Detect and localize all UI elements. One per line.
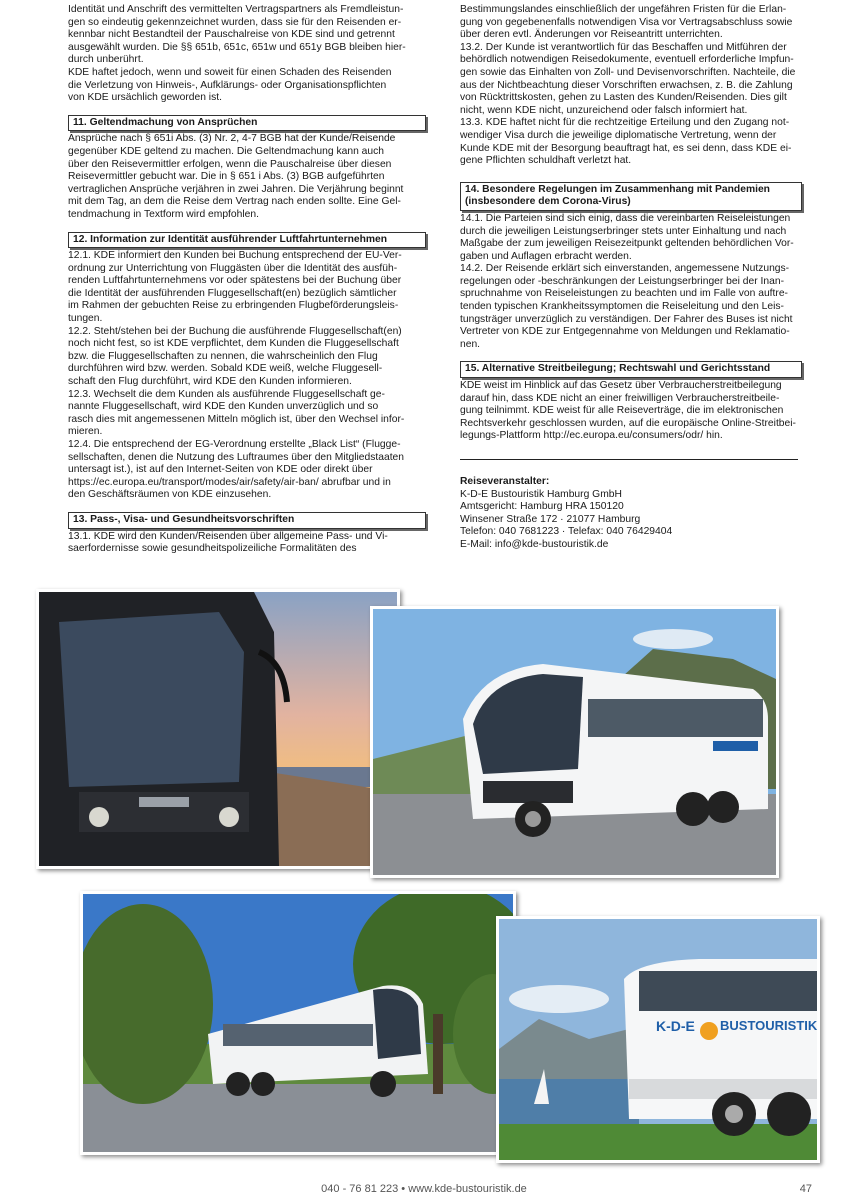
section-11-text: Ansprüche nach § 651i Abs. (3) Nr. 2, 4-7 BGB hat der Kunde/Reisende gegenüber KDE geltend zu machen. Die Geltendmachung kann auch über den Reisevermittler erfolgen, wenn die Pauschalreise über diesen Reisevermittler gebucht war. Die in § 651 i Abs. (3) BGB aufgeführten vertraglichen Ansprüche verjähren in zwei Jahren. Die Verjährung beginnt mit dem Tag, an dem die Reise dem Vertrag nach enden sollte. Eine Gel- tendmachung in Textform wird empfohlen. <box>68 133 404 220</box>
intro-paragraph: Identität und Anschrift des vermittelten Vertragspartners als Fremdleistun- gen so eindeutig gekennzeichnet wurden, dass sie für den Reisenden er- kennbar nicht Bestandteil der Pauschalreise von KDE sind und getrennt ausgewählt wurden. Die §§ 651b, 651c, 651w und 651y BGB bleiben hier- durch unberührt. KDE haftet jedoch, wenn und soweit für einen Schaden des Reisenden die Verletzung von Hinweis-, Aufklärungs- oder Organisationspflichten von KDE ursächlich geworden ist. <box>68 4 406 104</box>
organizer-phone: Telefon: 040 7681223 · Telefax: 040 76429404 <box>460 526 673 538</box>
organizer-block <box>460 476 802 552</box>
organizer-email: E-Mail: info@kde-bustouristik.de <box>460 538 609 550</box>
section-15-heading: 15. Alternative Streitbeilegung; Rechtswahl und Gerichtsstand <box>460 361 802 378</box>
section-15-text: KDE weist im Hinblick auf das Gesetz über Verbraucherstreitbeilegung darauf hin, dass KDE nicht an einer freiwilligen Verbraucherstreitbeile- gung teilnimmt. KDE weist für alle Reiseverträge, die im elektronischen Rechtsverkehr geschlossen wurden, auf die europäische Online-Streitbei- legungs-Plattform http://ec.europa.eu/consumers/odr/ hin. <box>460 380 796 442</box>
section-12-text: 12.1. KDE informiert den Kunden bei Buchung entsprechend der EU-Ver- ordnung zur Unterrichtung von Fluggästen über die Identität des ausfüh- renden Luftfahrtunternehmens vor oder spätestens bei der Buchung über die Identität der ausführenden Fluggesellschaft(en) bezüglich sämtlicher im Rahmen der gebuchten Reise zu erbringenden Flugbeförderungsleis- tungen. 12.2. Steht/stehen bei der Buchung die ausführende Fluggesellschaft(en) noch nicht fest, so ist KDE verpflichtet, dem Kunden die Fluggesellschaft bzw. die Fluggesellschaften zu nennen, die wahrscheinlich den Flug durchführen wird bzw. werden. Sobald KDE weiß, welche Fluggesell- schaft den Flug durchführt, wird KDE den Kunden informieren. 12.3. Wechselt die dem Kunden als ausführende Fluggesellschaft ge- nannte Fluggesellschaft, wird KDE den Kunden unverzüglich und so rasch dies mit angemessenen Mitteln möglich ist, über den Wechsel infor- mieren. 12.4. Die entsprechend der EG-Verordnung erstellte „Black List“ (Flugge- sellschaften, denen die Nutzung des Luftraumes über den Mitgliedstaaten untersagt ist.), ist auf den Internet-Seiten von KDE oder direkt über https://ec.europa.eu/transport/modes/air/safety/air-ban/ abrufbar und in den Geschäftsräumen von KDE einzusehen. <box>68 250 405 501</box>
photo-bus-sunset <box>36 589 400 869</box>
left-column <box>68 4 426 556</box>
section-14-heading: 14. Besondere Regelungen im Zusammenhang mit Pandemien (insbesondere dem Corona-Virus) <box>460 182 802 211</box>
page-number: 47 <box>799 1183 812 1195</box>
organizer-label: Reiseveranstalter: <box>460 476 550 487</box>
organizer-name: K-D-E Bustouristik Hamburg GmbH <box>460 488 622 500</box>
bus-logo-kde: K-D-E <box>656 1018 695 1034</box>
section-13-continued-text: Bestimmungslandes einschließlich der ungefähren Fristen für die Erlan- gung von gegebenenfalls notwendigen Visa vor Vertragsabschluss sowie über deren evtl. Änderungen vor Reiseantritt unterrichten. 13.2. Der Kunde ist verantwortlich für das Beschaffen und Mitführen der behördlich notwendigen Reisedokumente, eventuell erforderliche Impfun- gen sowie das Einhalten von Zoll- und Devisenvorschriften. Nachteile, die aus der Nichtbeachtung dieser Vorschriften erwachsen, z. B. die Zahlung von Rücktrittskosten, gehen zu Lasten des Kunden/Reisenden. Dies gilt nicht, wenn KDE nicht, unzureichend oder falsch informiert hat. 13.3. KDE haftet nicht für die rechtzeitige Erteilung und den Zugang not- wendiger Visa durch die jeweilige diplomatische Vertretung, wenn der Kunde KDE mit der Besorgung beauftragt hat, es sei denn, dass KDE ei- gene Pflichten schuldhaft verletzt hat. <box>460 4 796 167</box>
section-12-heading: 12. Information zur Identität ausführender Luftfahrtunternehmen <box>68 232 426 249</box>
photo-bus-lake-logo <box>496 916 820 1163</box>
section-13-text: 13.1. KDE wird den Kunden/Reisenden über allgemeine Pass- und Vi- saerfordernisse sowie gesundheitspolizeiliche Formalitäten des <box>68 530 388 555</box>
bus-logo-bustouristik: BUSTOURISTIK <box>720 1018 818 1033</box>
right-column <box>460 4 802 552</box>
section-14-text: 14.1. Die Parteien sind sich einig, dass die vereinbarten Reiseleistungen durch die jeweiligen Leistungserbringer stets unter Einhaltung und nach Maßgabe der zum jeweiligen Reisezeitpunkt geltenden behördlichen Vor- gaben und Auflagen erbracht werden. 14.2. Der Reisende erklärt sich einverstanden, angemessene Nutzungs- regelungen oder -beschränkungen der Leistungserbringer bei der Inan- spruchnahme von Reiseleistungen zu beachten und im Falle von auftre- tenden typischen Krankheitssymptomen die Reiseleitung und den Leis- tungsträger unverzüglich zu verständigen. Der Fahrer des Buses ist nicht Vertreter von KDE zur Entgegennahme von Meldungen und Reklamatio- nen. <box>460 212 794 350</box>
section-13-heading: 13. Pass-, Visa- und Gesundheitsvorschriften <box>68 512 426 529</box>
organizer-address: Winsener Straße 172 · 21077 Hamburg <box>460 513 641 525</box>
photo-bus-trees <box>80 891 516 1155</box>
organizer-court: Amtsgericht: Hamburg HRA 150120 <box>460 501 624 513</box>
photo-bus-mountains <box>370 606 779 878</box>
footer-contact: 040 - 76 81 223 • www.kde-bustouristik.de <box>321 1183 527 1195</box>
divider-line <box>460 459 798 460</box>
section-11-heading: 11. Geltendmachung von Ansprüchen <box>68 115 426 132</box>
